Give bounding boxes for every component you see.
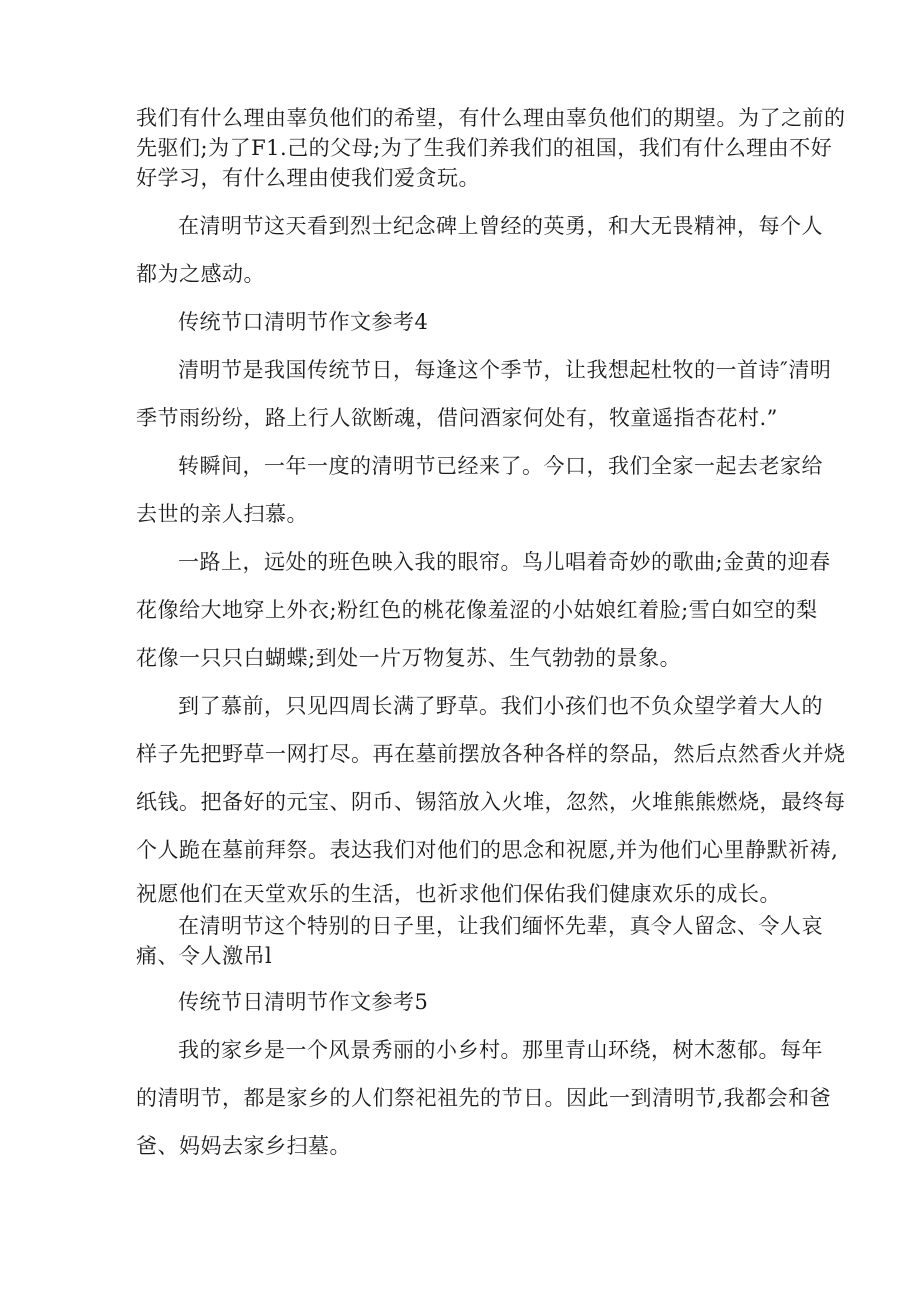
text-line: 痛、令人激吊l: [136, 944, 273, 968]
text-line: 到了慕前，只见四周长满了野草。我们小孩们也不负众望学着大人的: [178, 694, 823, 718]
text-line: 好学习，有什么理由使我们爱贪玩。: [136, 166, 480, 190]
section-heading: 传统节日清明节作文参考5: [178, 990, 429, 1014]
text-line: 去世的亲人扫慕。: [136, 502, 308, 526]
text-line: 的清明节，都是家乡的人们祭祀祖先的节日。因此一到清明节,我都会和爸: [136, 1086, 832, 1110]
text-line: 花像一只只白蝴蝶;到处一片万物复苏、生气勃勃的景象。: [136, 646, 682, 670]
text-line: 爸、妈妈去家乡扫墓。: [136, 1134, 351, 1158]
text-line: 个人跪在墓前拜祭。表达我们对他们的思念和祝愿,并为他们心里静默祈祷,: [136, 838, 839, 862]
text-line: 纸钱。把备好的元宝、阴币、锡箔放入火堆，忽然，火堆熊熊燃烧，最终每: [136, 790, 846, 814]
text-line: 转瞬间，一年一度的清明节已经来了。今口，我们全家一起去老家给: [178, 454, 823, 478]
text-line: 都为之感动。: [136, 262, 265, 286]
text-line: 花像给大地穿上外衣;粉红色的桃花像羞涩的小姑娘红着脸;雪白如空的梨: [136, 598, 818, 622]
text-line: 清明节是我国传统节日，每逢这个季节，让我想起杜牧的一首诗″清明: [178, 358, 832, 382]
text-line: 我们有什么理由辜负他们的希望，有什么理由辜负他们的期望。为了之前的: [136, 106, 846, 130]
text-line: 祝愿他们在天堂欢乐的生活，也祈求他们保佑我们健康欢乐的成长。: [136, 882, 781, 906]
text-line: 样子先把野草一网打尽。再在墓前摆放各种各样的祭品，然后点然香火并烧: [136, 742, 846, 766]
text-line: 季节雨纷纷，路上行人欲断魂，借问酒家何处有，牧童遥指杏花村.”: [136, 406, 778, 430]
text-line: 先驱们;为了F1.己的父母;为了生我们养我们的祖国，我们有什么理由不好: [136, 136, 833, 160]
text-line: 在清明节这天看到烈士纪念碑上曾经的英勇，和大无畏精神，每个人: [178, 214, 823, 238]
text-line: 一路上，远处的班色映入我的眼帘。鸟儿唱着奇妙的歌曲;金黄的迎春: [178, 550, 831, 574]
text-line: 在清明节这个特别的日子里，让我们缅怀先辈，真令人留念、令人哀: [178, 914, 823, 938]
text-line: 我的家乡是一个风景秀丽的小乡村。那里青山环绕，树木葱郁。每年: [178, 1038, 823, 1062]
section-heading: 传统节口清明节作文参考4: [178, 310, 429, 334]
